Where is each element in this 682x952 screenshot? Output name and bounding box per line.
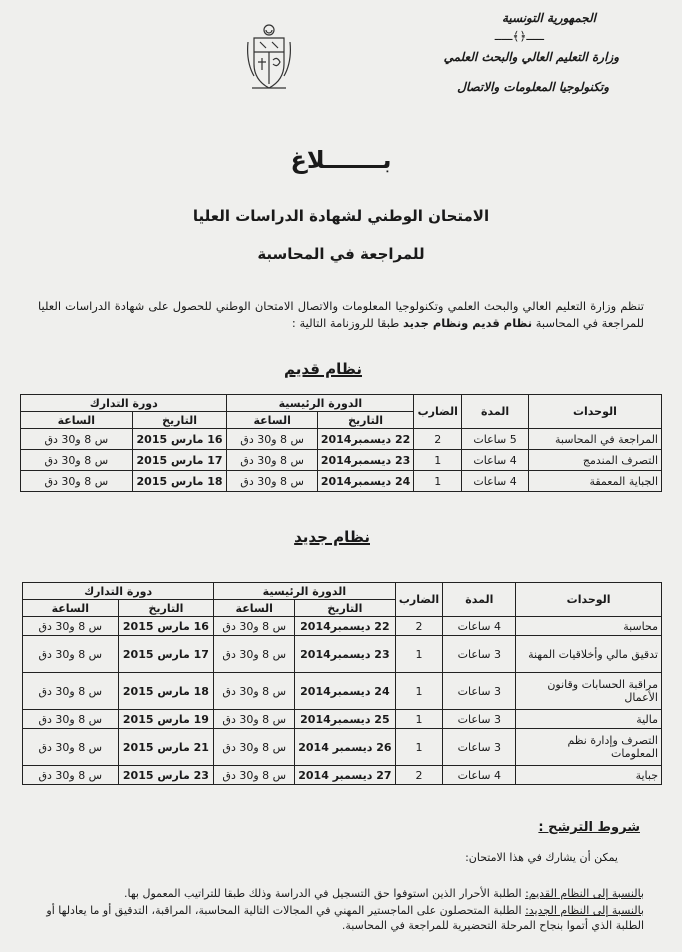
makeup-date-cell: 16 مارس 2015 xyxy=(118,617,214,636)
makeup-time-cell: س 8 و30 دق xyxy=(21,450,133,471)
coef-cell: 1 xyxy=(395,673,443,710)
coef-cell: 1 xyxy=(395,729,443,766)
duration-cell: 4 ساعات xyxy=(443,766,516,785)
main-date-cell: 25 ديسمبر2014 xyxy=(295,710,395,729)
main-date-cell: 23 ديسمبر2014 xyxy=(295,636,395,673)
header-main-date: التاريخ xyxy=(317,412,413,429)
main-time-cell: س 8 و30 دق xyxy=(214,673,295,710)
main-date-cell: 27 ديسمبر 2014 xyxy=(295,766,395,785)
coef-cell: 1 xyxy=(414,450,462,471)
makeup-date-cell: 17 مارس 2015 xyxy=(118,636,214,673)
coef-cell: 2 xyxy=(414,429,462,450)
page-title: بـــــــلاغ xyxy=(290,146,392,174)
main-date-cell: 23 ديسمبر2014 xyxy=(317,450,413,471)
main-date-cell: 24 ديسمبر2014 xyxy=(317,471,413,492)
header-main-time: الساعة xyxy=(227,412,317,429)
coef-cell: 1 xyxy=(395,636,443,673)
duration-cell: 3 ساعات xyxy=(443,729,516,766)
table-row xyxy=(23,729,662,766)
unit-cell: محاسبة xyxy=(516,617,662,636)
header-ornament: ـــــ﴿﴾ـــــ xyxy=(494,29,544,43)
duration-cell: 4 ساعات xyxy=(462,471,529,492)
old-system-table xyxy=(20,394,662,492)
makeup-date-cell: 18 مارس 2015 xyxy=(118,673,214,710)
main-time-cell: س 8 و30 دق xyxy=(214,729,295,766)
makeup-date-cell: 17 مارس 2015 xyxy=(132,450,227,471)
old-system-title: نظام قديم xyxy=(284,360,362,378)
table-row xyxy=(21,429,662,450)
intro-bold: نظام قديم ونظام جديد xyxy=(402,316,533,330)
exam-title: الامتحان الوطني لشهادة الدراسات العليا xyxy=(192,207,490,225)
main-time-cell: س 8 و30 دق xyxy=(214,766,295,785)
main-time-cell: س 8 و30 دق xyxy=(227,471,317,492)
duration-cell: 3 ساعات xyxy=(443,636,516,673)
condition-old xyxy=(44,886,644,901)
unit-cell: التصرف المندمج xyxy=(528,450,661,471)
header-units: الوحدات xyxy=(516,583,662,617)
makeup-date-cell: 16 مارس 2015 xyxy=(132,429,227,450)
condition-old-text: الطلبة الأحرار الذين استوفوا حق التسجيل في الدراسة وذلك طبقا للتراتيب المعمول بها. xyxy=(123,887,526,900)
header-main-session: الدورة الرئيسية xyxy=(227,395,414,412)
duration-cell: 4 ساعات xyxy=(443,617,516,636)
makeup-date-cell: 23 مارس 2015 xyxy=(118,766,214,785)
table-row xyxy=(23,617,662,636)
header-coef: الضارب xyxy=(414,395,462,429)
main-time-cell: س 8 و30 دق xyxy=(214,636,295,673)
coat-of-arms-icon xyxy=(244,22,294,97)
condition-new-text: الطلبة المتحصلون على الماجستير المهني في المجالات التالية المحاسبة، المراقبة، التدقيق أو ما يعادلها أو الطلبة الذي أتموا بنجاح المرحلة التحضيرية للمراجعة في المحاسبة. xyxy=(46,904,644,932)
header-units: الوحدات xyxy=(528,395,661,429)
ministry-line-2: وتكنولوجيا المعلومات والاتصال xyxy=(457,80,609,94)
intro-paragraph xyxy=(38,298,644,332)
unit-cell: الجباية المعمقة xyxy=(528,471,661,492)
header-makeup-time: الساعة xyxy=(21,412,133,429)
header-main-date: التاريخ xyxy=(295,600,395,617)
table-row xyxy=(21,450,662,471)
header-makeup-date: التاريخ xyxy=(132,412,227,429)
condition-new-label: بالنسبة إلى النظام الجديد: xyxy=(525,904,644,917)
makeup-time-cell: س 8 و30 دق xyxy=(21,471,133,492)
duration-cell: 5 ساعات xyxy=(462,429,529,450)
main-time-cell: س 8 و30 دق xyxy=(227,450,317,471)
makeup-time-cell: س 8 و30 دق xyxy=(23,617,119,636)
header-coef: الضارب xyxy=(395,583,443,617)
makeup-time-cell: س 8 و30 دق xyxy=(23,710,119,729)
duration-cell: 4 ساعات xyxy=(462,450,529,471)
republic-header: الجمهورية التونسية xyxy=(501,11,596,25)
makeup-date-cell: 19 مارس 2015 xyxy=(118,710,214,729)
condition-new xyxy=(24,903,644,933)
coef-cell: 1 xyxy=(414,471,462,492)
header-main-session: الدورة الرئيسية xyxy=(214,583,395,600)
duration-cell: 3 ساعات xyxy=(443,673,516,710)
header-makeup-time: الساعة xyxy=(23,600,119,617)
makeup-time-cell: س 8 و30 دق xyxy=(23,729,119,766)
conditions-title: شروط الترشح : xyxy=(538,820,640,835)
main-time-cell: س 8 و30 دق xyxy=(227,429,317,450)
table-row xyxy=(23,636,662,673)
header-main-time: الساعة xyxy=(214,600,295,617)
coef-cell: 1 xyxy=(395,710,443,729)
header-makeup-session: دورة التدارك xyxy=(23,583,214,600)
table-row xyxy=(23,710,662,729)
new-system-title: نظام جديد xyxy=(294,528,370,546)
unit-cell: التصرف وإدارة نظم المعلومات xyxy=(516,729,662,766)
unit-cell: مراقبة الحسابات وقانون الأعمال xyxy=(516,673,662,710)
makeup-date-cell: 21 مارس 2015 xyxy=(118,729,214,766)
main-time-cell: س 8 و30 دق xyxy=(214,710,295,729)
coef-cell: 2 xyxy=(395,617,443,636)
coef-cell: 2 xyxy=(395,766,443,785)
intro-text-1: تنظم وزارة التعليم العالي والبحث العلمي وتكنولوجيا المعلومات والاتصال الامتحان الوطني للحصول على شهادة الدراسات العليا للمراجعة في المحاسبة xyxy=(38,299,644,330)
exam-subtitle: للمراجعة في المحاسبة xyxy=(257,245,425,263)
makeup-time-cell: س 8 و30 دق xyxy=(23,636,119,673)
intro-text-2: طبقا للروزنامة التالية : xyxy=(291,316,403,330)
unit-cell: جباية xyxy=(516,766,662,785)
makeup-date-cell: 18 مارس 2015 xyxy=(132,471,227,492)
header-duration: المدة xyxy=(443,583,516,617)
makeup-time-cell: س 8 و30 دق xyxy=(23,673,119,710)
table-row xyxy=(21,471,662,492)
header-duration: المدة xyxy=(462,395,529,429)
header-makeup-date: التاريخ xyxy=(118,600,214,617)
makeup-time-cell: س 8 و30 دق xyxy=(23,766,119,785)
duration-cell: 3 ساعات xyxy=(443,710,516,729)
unit-cell: المراجعة في المحاسبة xyxy=(528,429,661,450)
main-date-cell: 22 ديسمبر2014 xyxy=(317,429,413,450)
ministry-line-1: وزارة التعليم العالي والبحث العلمي xyxy=(443,50,619,64)
condition-old-label: بالنسبة إلى النظام القديم: xyxy=(525,887,644,900)
header-makeup-session: دورة التدارك xyxy=(21,395,227,412)
conditions-intro: يمكن أن يشارك في هذا الامتحان: xyxy=(465,851,618,864)
main-time-cell: س 8 و30 دق xyxy=(214,617,295,636)
main-date-cell: 26 ديسمبر 2014 xyxy=(295,729,395,766)
new-system-table xyxy=(22,582,662,785)
main-date-cell: 22 ديسمبر2014 xyxy=(295,617,395,636)
main-date-cell: 24 ديسمبر2014 xyxy=(295,673,395,710)
makeup-time-cell: س 8 و30 دق xyxy=(21,429,133,450)
unit-cell: مالية xyxy=(516,710,662,729)
unit-cell: تدقيق مالي وأخلاقيات المهنة xyxy=(516,636,662,673)
table-row xyxy=(23,673,662,710)
table-row xyxy=(23,766,662,785)
